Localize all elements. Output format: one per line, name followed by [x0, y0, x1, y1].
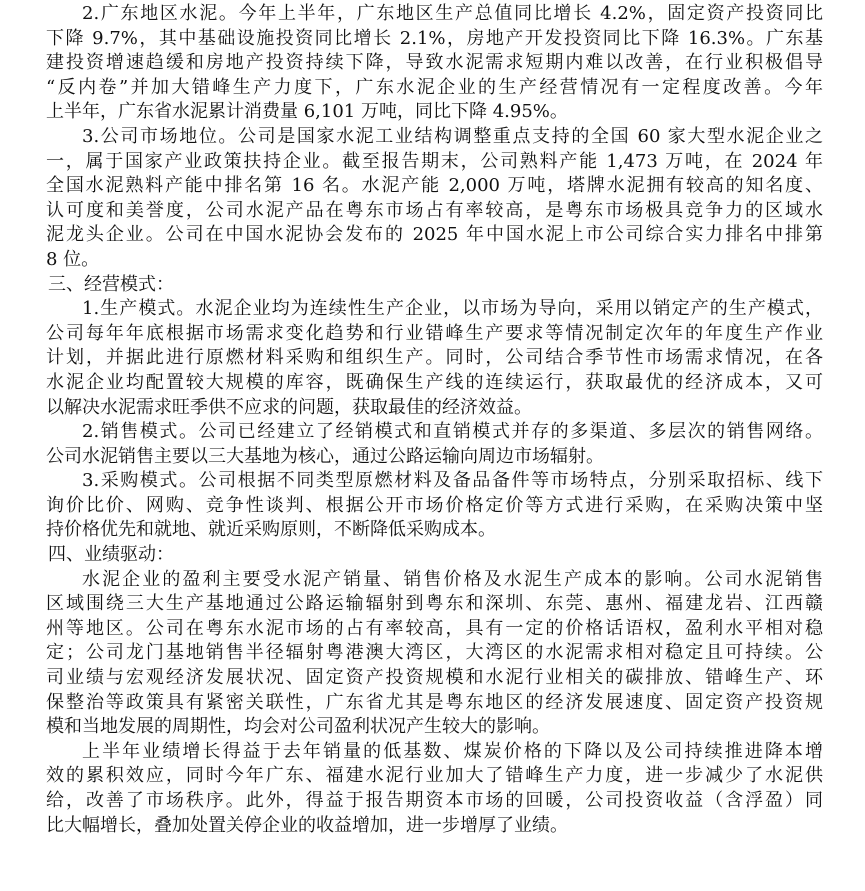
text-line: 认可度和美誉度，公司水泥产品在粤东市场占有率较高，是粤东市场极具竞争力的区域水	[46, 199, 823, 221]
text-line: 比大幅增长，叠加处置关停企业的收益增加，进一步增厚了业绩。	[46, 814, 568, 836]
text-line: 2.广东地区水泥。今年上半年，广东地区生产总值同比增长 4.2%，固定资产投资同比	[82, 3, 823, 24]
text-line: 上半年业绩增长得益于去年销量的低基数、煤炭价格的下降以及公司持续推进降本增	[82, 740, 823, 762]
paragraph-market-position	[46, 125, 823, 273]
text-line: 模和当地发展的周期性，均会对公司盈利状况产生较大的影响。	[46, 716, 550, 738]
text-line: 一，属于国家产业政策扶持企业。截至报告期末，公司熟料产能 1,473 万吨，在 2024 年	[46, 150, 823, 172]
paragraph-half-year-growth	[46, 740, 823, 838]
text-line: 3.公司市场地位。公司是国家水泥工业结构调整重点支持的全国 60 家大型水泥企业之	[82, 125, 823, 147]
text-line: 公司每年年底根据市场需求变化趋势和行业错峰生产要求等情况制定次年的年度生产作业	[46, 322, 823, 344]
text-line: 水泥企业均配置较大规模的库容，既确保生产线的连续运行，获取最优的经济成本，又可	[46, 371, 823, 393]
text-line: 2.销售模式。公司已经建立了经销模式和直销模式并存的多渠道、多层次的销售网络。	[82, 421, 823, 443]
paragraph-guangdong-cement	[46, 2, 823, 125]
text-line: 给，改善了市场秩序。此外，得益于报告期资本市场的回暖，公司投资收益（含浮盈）同	[46, 790, 823, 811]
text-line: 8 位。	[46, 248, 100, 270]
text-line: 持价格优先和就地、就近采购原则，不断降低采购成本。	[46, 519, 496, 541]
text-line: “反内卷”并加大错峰生产力度下，广东水泥企业的生产经营情况有一定程度改善。今年	[46, 76, 823, 98]
paragraph-sales-model	[46, 420, 823, 469]
paragraph-production-model	[46, 297, 823, 420]
text-line: 全国水泥熟料产能中排名第 16 名。水泥产能 2,000 万吨，塔牌水泥拥有较高的知名度、	[46, 175, 823, 197]
text-line: 司业绩与宏观经济发展状况、固定资产投资规模和水泥行业相关的碳排放、错峰生产、环	[46, 667, 823, 689]
text-line: 3.采购模式。公司根据不同类型原燃材料及备品备件等市场特点，分别采取招标、线下	[82, 470, 823, 492]
text-line: 询价比价、网购、竞争性谈判、根据公开市场价格定价等方式进行采购，在采购决策中坚	[46, 494, 823, 516]
text-line: 保整治等政策具有紧密关联性，广东省尤其是粤东地区的经济发展速度、固定资产投资规	[46, 691, 823, 713]
text-line: 州等地区。公司在粤东水泥市场的占有率较高，具有一定的价格话语权，盈利水平相对稳	[46, 617, 823, 639]
text-line: 下降 9.7%，其中基础设施投资同比增长 2.1%，房地产开发投资同比下降 16.3%。广东基	[46, 27, 823, 49]
text-line: 泥龙头企业。公司在中国水泥协会发布的 2025 年中国水泥上市公司综合实力排名中排第	[46, 224, 823, 246]
text-line: 效的累积效应，同时今年广东、福建水泥行业加大了错峰生产力度，进一步减少了水泥供	[46, 765, 823, 787]
paragraph-profit-drivers	[46, 568, 823, 740]
section-heading-business-model: 三、经营模式：	[48, 273, 174, 295]
text-line: 定；公司龙门基地销售半径辐射粤港澳大湾区，大湾区的水泥需求相对稳定且可持续。公	[46, 642, 823, 664]
text-line: 水泥企业的盈利主要受水泥产销量、销售价格及水泥生产成本的影响。公司水泥销售	[82, 568, 823, 590]
text-line: 计划，并据此进行原燃材料采购和组织生产。同时，公司结合季节性市场需求情况，在各	[46, 347, 823, 369]
text-line: 1.生产模式。水泥企业均为连续性生产企业，以市场为导向，采用以销定产的生产模式，	[82, 298, 823, 320]
text-line: 上半年，广东省水泥累计消费量 6,101 万吨，同比下降 4.95%。	[46, 101, 568, 123]
text-line: 公司水泥销售主要以三大基地为核心，通过公路运输向周边市场辐射。	[46, 445, 604, 467]
text-line: 区域围绕三大生产基地通过公路运输辐射到粤东和深圳、东莞、惠州、福建龙岩、江西赣	[46, 593, 823, 615]
text-line: 建投资增速趋缓和房地产投资持续下降，导致水泥需求短期内难以改善，在行业积极倡导	[46, 52, 823, 74]
paragraph-procurement-model	[46, 469, 823, 543]
section-heading-performance-drivers: 四、业绩驱动：	[48, 544, 174, 566]
text-line: 以解决水泥需求旺季供不应求的问题，获取最佳的经济效益。	[46, 396, 532, 418]
